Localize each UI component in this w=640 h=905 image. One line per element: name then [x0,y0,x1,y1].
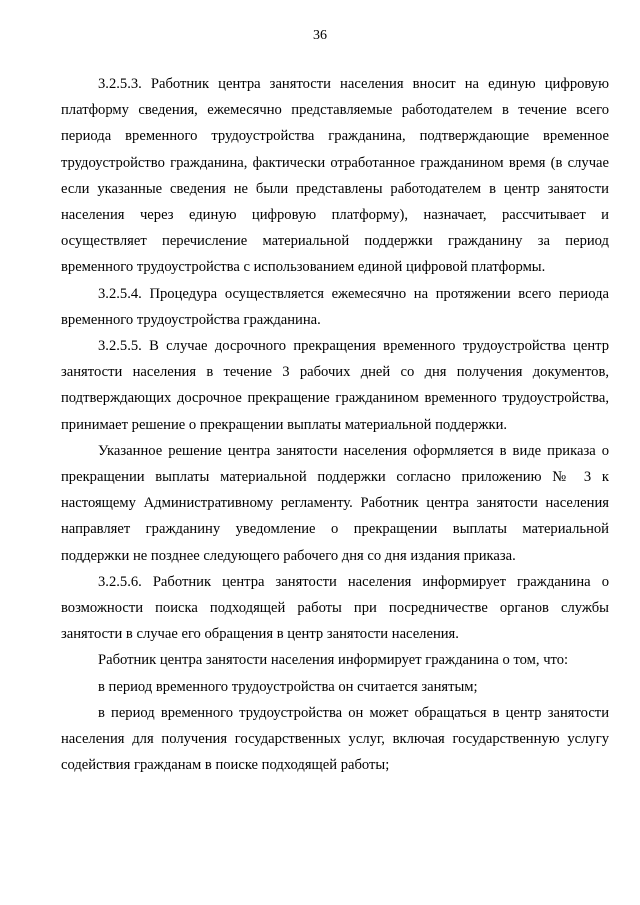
paragraph-considered-employed: в период временного трудоустройства он считается занятым; [98,678,478,695]
paragraph-3-2-5-3: 3.2.5.3. Работник центра занятости населения вносит на единую цифровую платформу сведения, ежемесячно представляемые работодателем в течение всего периода временного трудоустройства гражданина, подтверждающие временное трудоустройство гражданина, фактически отработанное гражданином время (в случае если указанные сведения не были представлены работодателем в центр занятости населения через единую цифровую платформу), назначает, рассчитывает и осуществляет перечисление материальной поддержки гражданину за период временного трудоустройства с использованием единой цифровой платформы. [61,76,609,276]
paragraph-3-2-5-4: 3.2.5.4. Процедура осуществляется ежемесячно на протяжении всего периода временного трудоустройства гражданина. [61,285,609,328]
paragraph-3-2-5-5: 3.2.5.5. В случае досрочного прекращения временного трудоустройства центр занятости населения в течение 3 рабочих дней со дня получения документов, подтверждающих досрочное прекращение гражданином временного трудоустройства, принимает решение о прекращении выплаты материальной поддержки. [61,338,609,433]
paragraph-3-2-5-6: 3.2.5.6. Работник центра занятости населения информирует гражданина о возможности поиска подходящей работы при посредничестве органов службы занятости в случае его обращения в центр занятости населения. [61,573,609,643]
page-number: 36 [313,28,327,43]
paragraph-informs-intro: Работник центра занятости населения информирует гражданина о том, что: [98,652,569,669]
paragraph-may-apply: в период временного трудоустройства он может обращаться в центр занятости населения для получения государственных услуг, включая государственную услугу содействия гражданам в поиске подходящей работы; [61,704,609,774]
paragraph-decision-order: Указанное решение центра занятости населения оформляется в виде приказа о прекращении выплаты материальной поддержки согласно приложению № 3 к настоящему Административному регламенту. Работник центра занятости населения направляет гражданину уведомление о прекращении выплаты материальной поддержки не позднее следующего рабочего дня со дня издания приказа. [61,442,609,564]
document-body [61,71,609,778]
